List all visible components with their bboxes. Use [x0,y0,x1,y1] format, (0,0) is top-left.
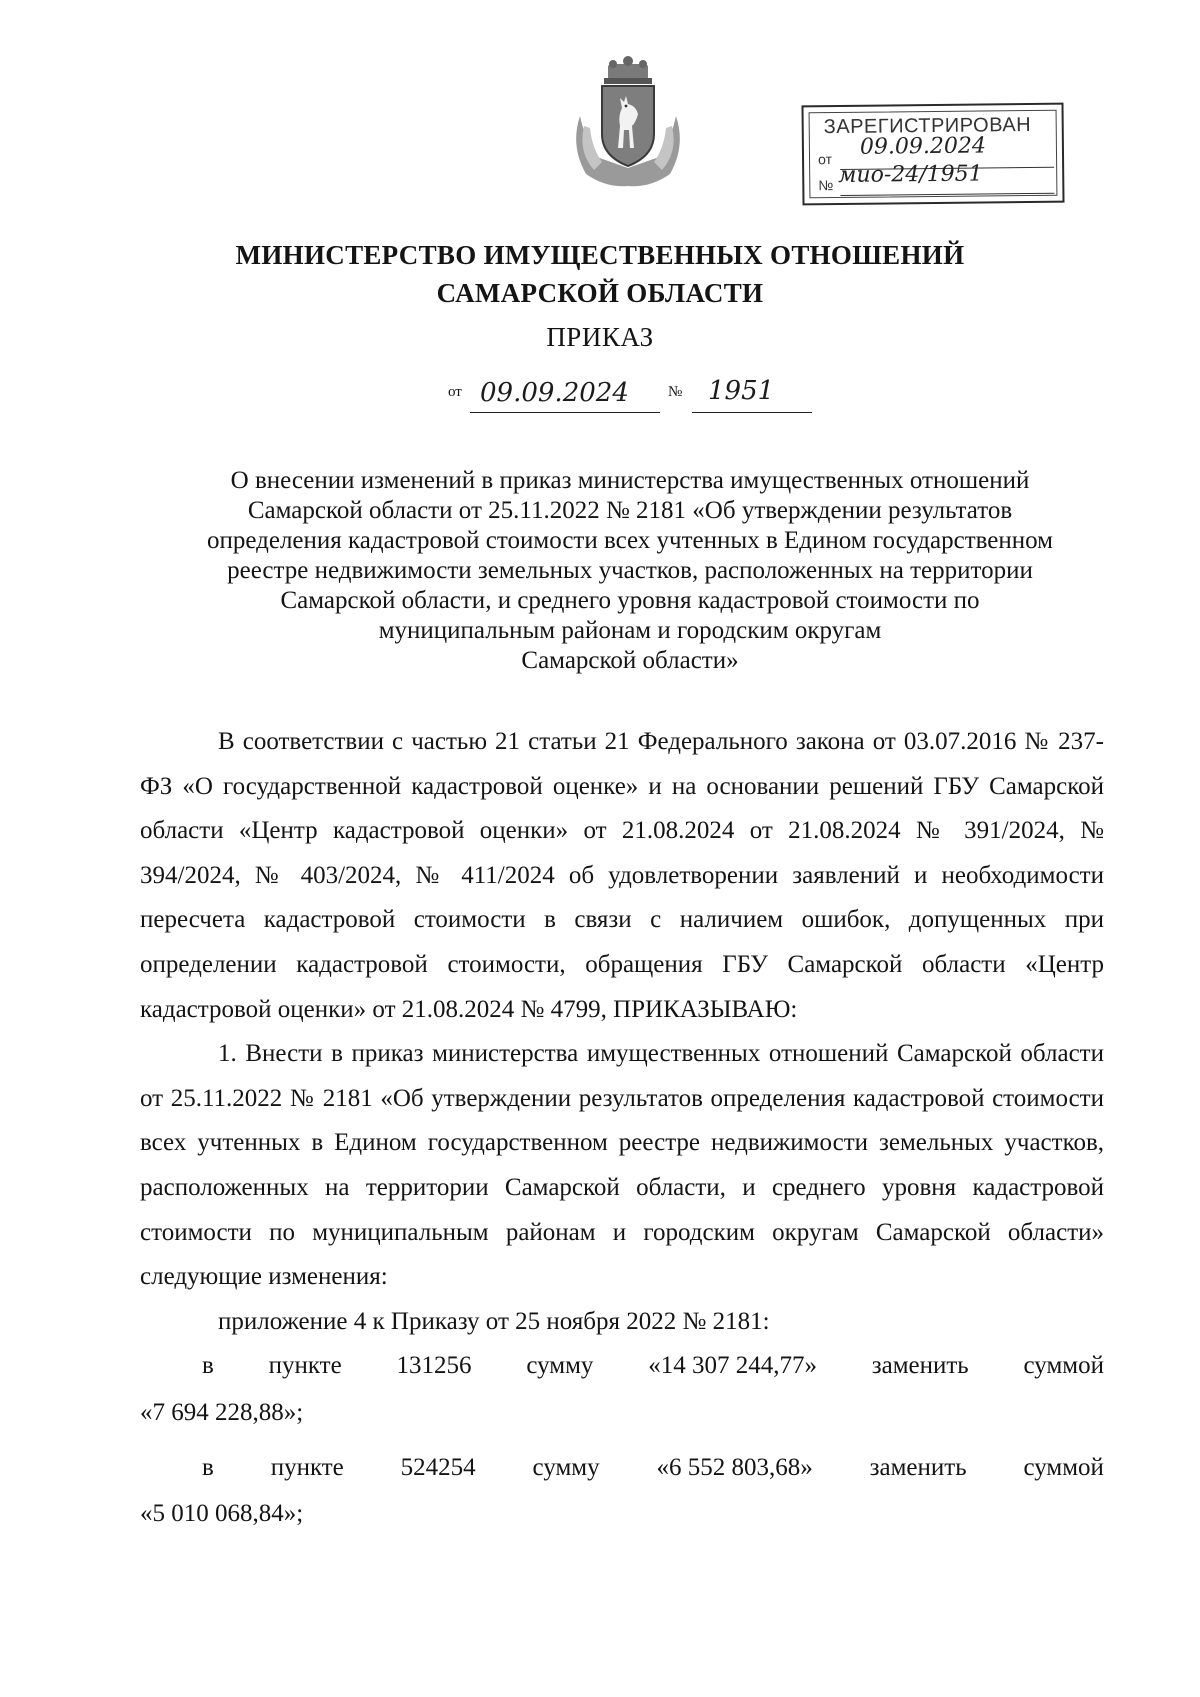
change-entry [140,1344,1104,1435]
change-word: суммой [1023,1352,1104,1380]
subject-line: муниципальным районам и городским округам [378,617,882,644]
change-word: сумму [526,1352,594,1380]
registration-stamp [801,103,1064,206]
change-entry-line [140,1344,1104,1389]
subject-line: Самарской области» [521,647,739,674]
order-number-value: 1951 [708,376,775,406]
ministry-title-line2: САМАРСКОЙ ОБЛАСТИ [436,278,764,308]
item-1-paragraph: 1. Внести в приказ министерства имущественных отношений Самарской области от 25.11.2022 № 2181 «Об утверждении результатов определения кадастровой стоимости всех учтенных в Едином государственном реестре недвижимости земельных участков, расположенных на территории Самарской области, и среднего уровня кадастровой стоимости по муниципальным районам и городским округам Самарской области» следующие изменения: [140,1040,1104,1291]
stamp-date-value: 09.09.2024 [859,133,987,160]
subject-line: Самарской области от 25.11.2022 № 2181 «Об утверждении результатов [247,497,1013,524]
stamp-title: ЗАРЕГИСТРИРОВАН [823,113,1032,139]
change-point-number: 524254 [400,1453,476,1481]
stamp-date-prefix: от [817,151,833,168]
change-word: пункте [268,1352,342,1380]
change-word: в [202,1453,214,1481]
subject-line: реестре недвижимости земельных участков, расположенных на территории [227,557,1033,584]
change-word: пункте [270,1453,344,1481]
change-old-sum: «14 307 244,77» [648,1352,817,1380]
stamp-date-line [818,151,832,167]
subject-line: О внесении изменений в приказ министерства имущественных отношений [230,467,1030,494]
order-heading: ПРИКАЗ [546,322,654,352]
change-entry-line [140,1446,1104,1491]
change-new-sum: «7 694 228,88»; [140,1398,304,1426]
change-word: сумму [532,1453,600,1481]
preamble-paragraph: В соответствии с частью 21 статьи 21 Федерального закона от 03.07.2016 № 237-ФЗ «О государственной кадастровой оценке» и на основании решений ГБУ Самарской области «Центр кадастровой оценки» от 21.08.2024 от 21.08.2024 № 391/2024, № 394/2024, № 403/2024, № 411/2024 об удовлетворении заявлений и необходимости пересчета кадастровой стоимости в связи с наличием ошибок, допущенных при определении кадастровой стоимости, обращения ГБУ Самарской области «Центр кадастровой оценки» от 21.08.2024 № 4799, ПРИКАЗЫВАЮ: [140,728,1104,1023]
stamp-number-prefix: № [818,177,834,194]
change-new-sum: «5 010 068,84»; [140,1500,304,1528]
coat-of-arms-icon [566,56,690,190]
change-old-sum: «6 552 803,68» [656,1453,813,1481]
order-subject [150,466,1110,676]
change-word: суммой [1023,1453,1104,1481]
order-date-prefix: от [448,384,462,400]
change-word: заменить [869,1453,967,1481]
subject-line: определения кадастровой стоимости всех учтенных в Едином государственном [207,527,1053,554]
change-word: заменить [871,1352,969,1380]
change-point-number: 131256 [396,1352,472,1380]
stamp-number-value: мио-24/1951 [838,161,983,188]
order-body [140,720,1104,1537]
change-entry [140,1446,1104,1537]
ministry-title-line1: МИНИСТЕРСТВО ИМУЩЕСТВЕННЫХ ОТНОШЕНИЙ [235,240,965,270]
change-word: в [202,1352,214,1380]
appendix-line: приложение 4 к Приказу от 25 ноября 2022 № 2181: [218,1307,770,1335]
subject-line: Самарской области, и среднего уровня кадастровой стоимости по [280,587,980,614]
stamp-number-line [818,177,833,193]
ministry-title [0,236,1200,312]
order-date-value: 09.09.2024 [480,378,629,408]
order-number-prefix: № [668,384,683,400]
